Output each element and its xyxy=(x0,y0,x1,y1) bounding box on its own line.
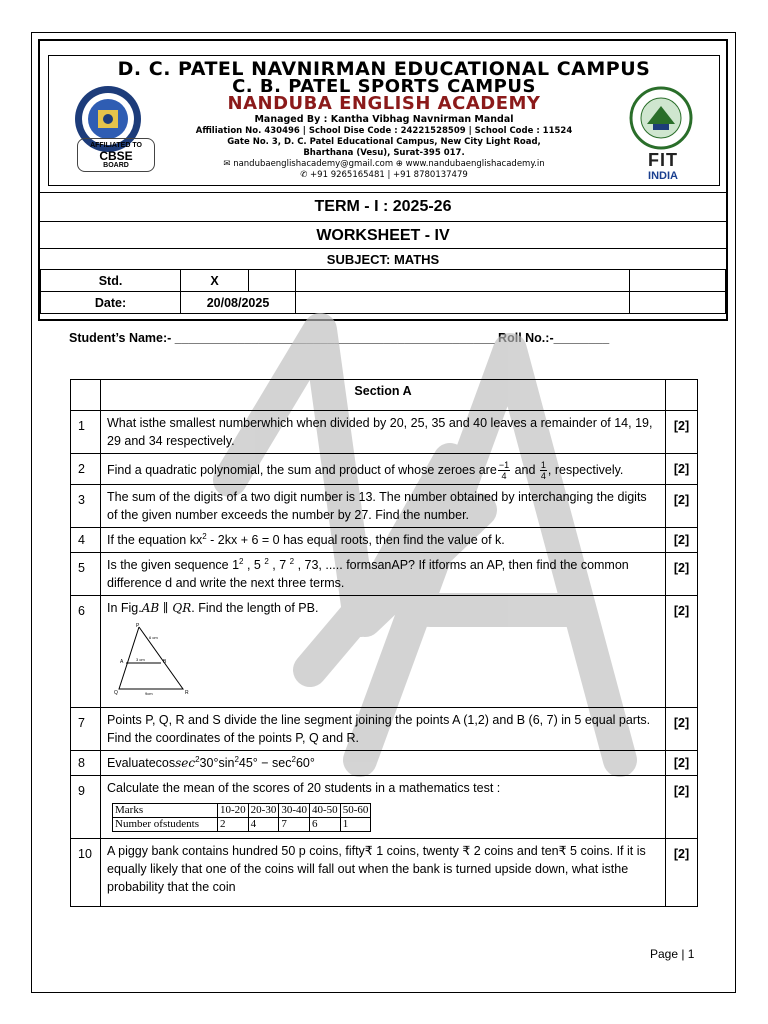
std-value: X xyxy=(181,270,249,292)
question-text-part: Calculate the mean of the scores of 20 students in a mathematics test : xyxy=(107,781,501,795)
question-text: What isthe smallest numberwhich when divided by 20, 25, 35 and 40 leaves a remainder of 14, 19, 29 and 34 respectively. xyxy=(101,411,666,454)
empty-cell xyxy=(666,380,698,411)
date-value: 20/08/2025 xyxy=(181,292,296,314)
question-number: 9 xyxy=(71,776,101,839)
question-marks: [2] xyxy=(666,839,698,907)
question-row xyxy=(71,596,698,708)
question-text-part: If the equation kx xyxy=(107,533,203,547)
question-text-part: - 2kx + 6 = 0 has equal roots, then find the value of k. xyxy=(206,533,505,547)
question-text-part: , 5 xyxy=(243,558,265,572)
question-text: $Evaluatecossec^230^\circ\sin^245^\circ - \sec^260^\circ$ xyxy=(101,751,666,776)
marks-frequency-table xyxy=(112,803,371,832)
question-text-part: Is the given sequence 1 xyxy=(107,558,240,572)
table-header-row xyxy=(113,804,371,818)
table-header-cell: 50-60 xyxy=(340,804,371,818)
address-line-2: Bharthana (Vesu), Surat-395 017. xyxy=(303,148,465,158)
fraction xyxy=(498,460,510,481)
question-text-part: 60° xyxy=(295,756,315,770)
worksheet-row xyxy=(40,221,726,249)
question-row xyxy=(71,411,698,454)
empty-cell xyxy=(296,270,630,292)
question-number: 3 xyxy=(71,485,101,528)
question-number: 10 xyxy=(71,839,101,907)
question-number: 1 xyxy=(71,411,101,454)
std-row xyxy=(41,270,726,292)
question-marks: [2] xyxy=(666,553,698,596)
table-cell: 2 xyxy=(218,818,249,832)
question-row xyxy=(71,553,698,596)
term-title: TERM - I : 2025-26 xyxy=(314,198,452,215)
contact-email: ✉ nanduba​englishacademy@gmail.com ⊕ www.nanduba​englishacademy.in xyxy=(223,159,545,169)
label-qr: 9cm xyxy=(145,691,153,696)
student-name-line: Student’s Name:- ______________________________________________ Roll No.:-________ xyxy=(69,331,610,345)
table-row xyxy=(113,818,371,832)
question-marks: [2] xyxy=(666,708,698,751)
label-q: Q xyxy=(114,690,118,696)
question-row xyxy=(71,839,698,907)
question-text: Is the given sequence $1^2$ , 5 $^2$ , 7 $^2$ , 73, ..... formsanAP? If itforms an AP, then find the common difference d and write the next three terms. xyxy=(101,553,666,596)
question-number: 4 xyxy=(71,528,101,553)
question-text-part: In Fig. xyxy=(107,601,142,615)
header-box xyxy=(38,39,728,321)
question-text-part: , respectively. xyxy=(547,462,624,477)
contact-phone: ✆ +91 9265165481 | +91 8780137479 xyxy=(300,170,468,180)
question-row xyxy=(71,751,698,776)
question-marks: [2] xyxy=(666,528,698,553)
school-banner xyxy=(48,55,720,186)
table-cell: 1 xyxy=(340,818,371,832)
question-row xyxy=(71,454,698,485)
label-p: P xyxy=(136,623,140,629)
question-text-part: 45° − sec xyxy=(238,756,292,770)
worksheet-title: WORKSHEET - IV xyxy=(316,227,450,244)
question-marks: [2] xyxy=(666,485,698,528)
table-header-cell: 20-30 xyxy=(248,804,279,818)
fraction-denominator: 4 xyxy=(501,471,507,481)
question-number: 8 xyxy=(71,751,101,776)
empty-cell xyxy=(296,292,630,314)
section-header-row xyxy=(71,380,698,411)
question-text: A piggy bank contains hundred 50 p coins, fifty₹ 1 coins, twenty ₹ 2 coins and ten₹ 5 coins. If it is equally likely that one of the coins will fall out when the bank is turned upside down, what isthe probability that the coin xyxy=(101,839,666,907)
fit-india-logo xyxy=(633,150,693,181)
table-cell: Number ofstudents xyxy=(113,818,218,832)
triangle-figure xyxy=(109,623,199,697)
question-text: If the equation $kx^2 - 2kx + 6 = 0$ has equal roots, then find the value of k. xyxy=(101,528,666,553)
fraction xyxy=(540,460,547,481)
date-row xyxy=(41,292,726,314)
cbse-label: CBSE xyxy=(99,149,133,163)
address-line-1: Gate No. 3, D. C. Patel Educational Campus, New City Light Road, xyxy=(227,137,541,147)
date-label: Date: xyxy=(41,292,181,314)
question-text-part: Evaluatecos xyxy=(107,756,176,770)
empty-cell xyxy=(630,270,726,292)
school-name: NANDUBA ENGLISH ACADEMY xyxy=(227,93,541,114)
label-a: A xyxy=(120,659,124,665)
question-text-part: 30°sin xyxy=(199,756,235,770)
subject-row xyxy=(40,248,726,270)
question-row xyxy=(71,776,698,839)
question-text-part: Find a quadratic polynomial, the sum and product of whose zeroes are xyxy=(107,462,497,477)
question-text xyxy=(101,596,666,708)
std-date-grid xyxy=(40,269,726,314)
label-b: B xyxy=(163,659,167,665)
math-expression: sec xyxy=(175,756,196,770)
fraction-denominator: 4 xyxy=(540,471,546,481)
question-text xyxy=(101,776,666,839)
page-footer: Page | 1 xyxy=(650,947,695,961)
cbse-logo-icon xyxy=(623,84,699,160)
table-cell: 7 xyxy=(279,818,310,832)
school-line-1: D. C. PATEL NAVNIRMAN EDUCATIONAL CAMPUS xyxy=(117,58,651,80)
question-text-part: and xyxy=(514,462,536,477)
question-row xyxy=(71,485,698,528)
label-ab: 3 cm xyxy=(136,657,145,662)
affiliated-label: AFFILIATED TO xyxy=(90,142,142,149)
school-line-2: C. B. PATEL SPORTS CAMPUS xyxy=(232,76,536,97)
math-expression: AB ∥ QR xyxy=(141,601,192,615)
question-text: Points P, Q, R and S divide the line segment joining the points A (1,2) and B (6, 7) in 5 equal parts. Find the coordinates of the points P, Q and R. xyxy=(101,708,666,751)
term-row xyxy=(40,192,726,221)
question-row xyxy=(71,708,698,751)
empty-cell xyxy=(71,380,101,411)
table-header-cell: 30-40 xyxy=(279,804,310,818)
question-text-part: , 7 xyxy=(268,558,290,572)
fit-logo-sub: INDIA xyxy=(648,170,678,182)
fit-logo-text: FIT xyxy=(648,150,678,170)
question-number: 6 xyxy=(71,596,101,708)
label-r: R xyxy=(185,690,189,696)
question-number: 2 xyxy=(71,454,101,485)
table-header-cell: Marks xyxy=(113,804,218,818)
question-text xyxy=(101,454,666,485)
question-text-part: . Find the length of PB. xyxy=(191,601,319,615)
section-title: Section A xyxy=(101,380,666,411)
subject-title: SUBJECT: MATHS xyxy=(326,252,440,267)
empty-cell xyxy=(249,270,296,292)
fraction-numerator: 1 xyxy=(540,460,546,470)
question-marks: [2] xyxy=(666,751,698,776)
table-cell: 6 xyxy=(310,818,341,832)
question-text: The sum of the digits of a two digit number is 13. The number obtained by interchanging the digits of the given number exceeds the number by 27. Find the number. xyxy=(101,485,666,528)
empty-cell xyxy=(630,292,726,314)
fraction-numerator: −1 xyxy=(498,460,510,470)
table-header-cell: 40-50 xyxy=(310,804,341,818)
question-text-part: , 73, ..... formsanAP? If itforms an AP, then find the common difference d and write the next three terms. xyxy=(107,558,629,590)
label-pa: 6 cm xyxy=(149,635,158,640)
questions-table xyxy=(70,379,698,907)
question-marks: [2] xyxy=(666,454,698,485)
question-number: 7 xyxy=(71,708,101,751)
question-row xyxy=(71,528,698,553)
question-marks: [2] xyxy=(666,776,698,839)
watermark-text: NEA xyxy=(190,290,193,291)
table-cell: 4 xyxy=(248,818,279,832)
board-label: BOARD xyxy=(103,162,129,169)
question-marks: [2] xyxy=(666,411,698,454)
managed-by: Managed By : Kantha Vibhag Navnirman Mandal xyxy=(254,114,514,125)
table-header-cell: 10-20 xyxy=(218,804,249,818)
question-number: 5 xyxy=(71,553,101,596)
std-label: Std. xyxy=(41,270,181,292)
affiliation-line: Affiliation No. 430496 | School Dise Code : 24221528509 | School Code : 11524 xyxy=(195,126,573,136)
question-marks: [2] xyxy=(666,596,698,708)
